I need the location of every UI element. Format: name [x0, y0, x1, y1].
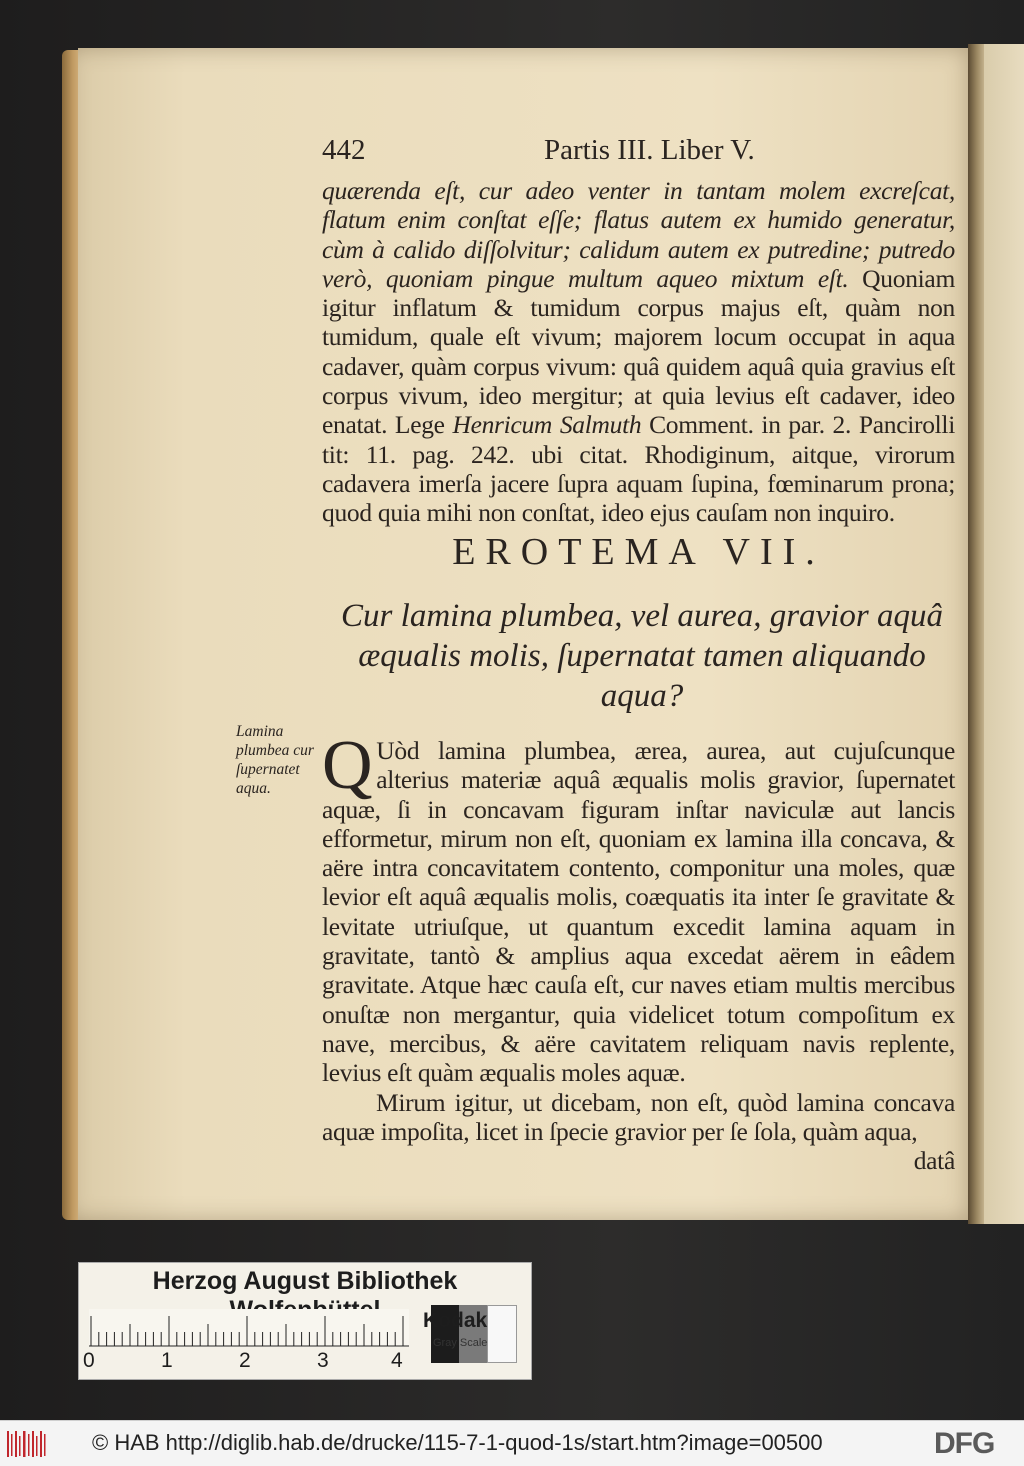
- color-scale-card: [78, 1262, 532, 1380]
- paragraph-1-text: Uòd lamina plumbea, ærea, aurea, aut cujuſcunque alterius materiæ aquâ æqualis molis gravior, ſupernatet aquæ, ſi in concavam figuram inſtar naviculæ aut lancis efformetur, mirum non eſt, quoniam ex lamina illa concava, & aëre intra concavitatem contento, componitur una moles, quæ levior eſt aquâ æqualis molis, coæquatis ita inter ſe gravitate & levitate utriuſque, ut quantum excedit lamina aquam in gravitate, tantò & amplius aqua excedat aërem in eâdem gravitate. Atque hæc cauſa eſt, cur naves etiam multis mercibus onuſtæ non mergantur, quia videlicet totum compoſitum ex nave, mercibus, & aëre cavitatem reliquam navis replente, levius eſt quàm æqualis moles aquæ.: [322, 736, 955, 1088]
- viewer-footer: [0, 1420, 1024, 1466]
- roman-text-continued: Comment. in par. 2. Pancirolli tit: 11. pag. 242. ubi citat. Rhodiginum, aitque, virorum cadavera imerſa jacere ſupra aquam ſupina, fœminarum prona; quod quia mihi non conſtat, ideo ejus cauſam non inquiro.: [322, 410, 955, 528]
- italic-text: quærenda eſt, cur adeo venter in tantam molem excreſcat, flatum enim conſtat eſſe; flatus autem ex humido generatur, cùm à calido diſſolvitur; calidum autem ex putredine; putredo verò, quoniam pingue multum aqueo mixtum eſt.: [322, 176, 955, 293]
- kodak-logo: Kodak: [423, 1309, 488, 1332]
- copyright-url[interactable]: © HAB http://diglib.hab.de/drucke/115-7-1-quod-1s/start.htm?image=00500: [92, 1430, 823, 1455]
- scale-number: 2: [239, 1349, 251, 1372]
- running-title: Partis III. Liber V.: [544, 134, 755, 166]
- scale-number: 0: [83, 1349, 95, 1372]
- question-heading: Cur lamina plumbea, vel aurea, gravior aquâ æqualis molis, ſupernatat tamen aliquando aqua?: [341, 598, 943, 714]
- roman-text: Quoniam igitur inflatum & tumidum corpus majus eſt, quàm non tumidum, quale eſt vivum; majorem locum occupat in aqua cadaver, quàm corpus vivum: quâ quidem aquâ quia gravius eſt corpus vivum, ideo mergitur; at quia levius eſt cadaver, ideo enatat. Lege: [322, 263, 955, 440]
- page-number: 442: [322, 134, 366, 166]
- scale-number: 1: [161, 1349, 173, 1372]
- drop-cap: Q: [322, 727, 373, 804]
- passage-top-paragraph: [322, 176, 955, 528]
- library-name: Herzog August Bibliothek: [152, 1267, 458, 1295]
- passage-main: [322, 727, 955, 1176]
- scale-number: 4: [391, 1349, 403, 1372]
- passage-main-paragraph-1: [322, 727, 955, 1088]
- barcode-icon: [6, 1429, 48, 1459]
- dfg-logo: DFG: [934, 1427, 995, 1460]
- gray-scale-label: Gray Scale: [433, 1337, 488, 1349]
- running-head: [322, 134, 962, 174]
- marginal-note: Lamina plumbea cur ſupernatet aqua.: [236, 723, 314, 797]
- scale-numbers: [83, 1349, 413, 1373]
- passage-top: [322, 176, 955, 528]
- passage-main-paragraph-2: Mirum igitur, ut dicebam, non eſt, quòd lamina concava aquæ impoſita, licet in ſpecie gravior per ſe ſola, quàm aqua,: [322, 1087, 955, 1146]
- chapter-heading: EROTEMA VII.: [452, 531, 825, 573]
- catchword: datâ: [913, 1146, 955, 1176]
- scale-number: 3: [317, 1349, 329, 1372]
- author-name: Henricum Salmuth: [452, 410, 642, 440]
- adjacent-page-fragment: [984, 44, 1024, 1224]
- ruler-scale: [89, 1309, 409, 1347]
